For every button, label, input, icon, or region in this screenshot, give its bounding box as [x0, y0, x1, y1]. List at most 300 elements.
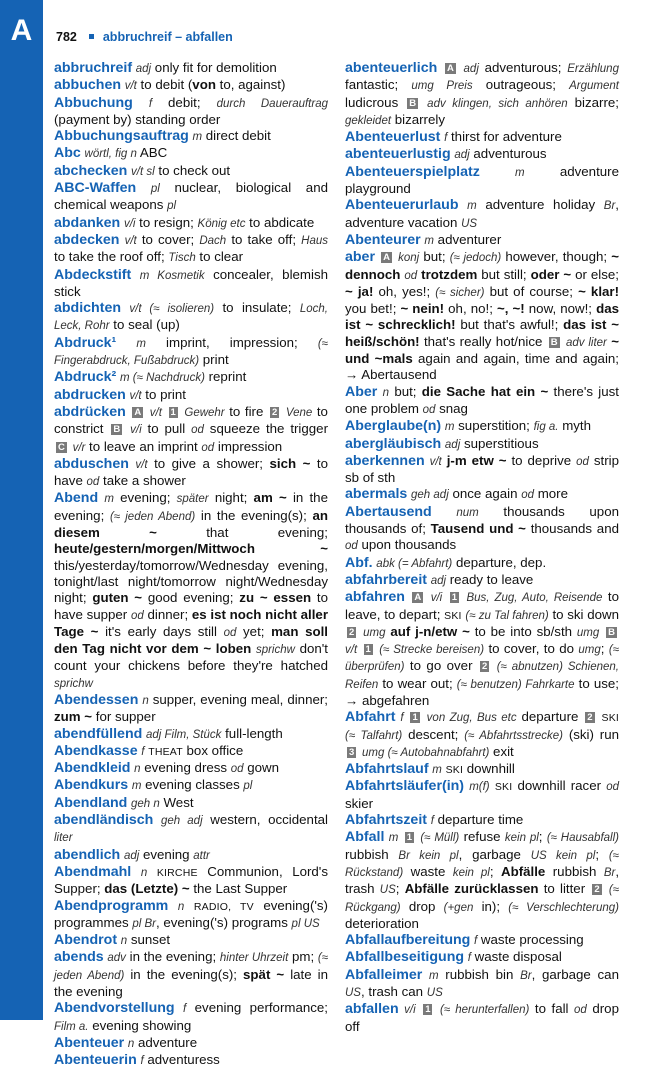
grammar-label: liter	[54, 832, 73, 845]
dictionary-entry: abenteuerlich A adj adventurous; Erzählung fantastic; umg Preis outrageous; Argument ludicrous B adv klingen, sich anhören bizarre; gekleidet bizarrely	[345, 60, 619, 127]
dictionary-entry: abends adv in the evening; hinter Uhrzeit pm; (≈ jeden Abend) in the evening(s); spät ~ late in the evening	[54, 949, 329, 1000]
headword: Aber	[345, 383, 378, 400]
grammar-label: pl Br	[132, 917, 156, 930]
grammar-label: geh adj	[160, 815, 203, 828]
headword: Aberglaube(n)	[345, 418, 442, 435]
grammar-label: v/t sl	[131, 165, 155, 178]
dictionary-entry: abendlich adj evening attr	[54, 846, 210, 863]
grammar-label: geh adj	[411, 489, 449, 502]
grammar-label: m	[444, 421, 455, 434]
dictionary-entry: Abendprogramm n RADIO, TV evening('s) programmes pl Br, evening('s) programs pl US	[54, 897, 328, 930]
grammar-label: m	[388, 832, 399, 845]
grammar-label: f	[444, 132, 448, 145]
grammar-label: f	[430, 815, 434, 828]
dictionary-entry: abduschen v/t to give a shower; sich ~ to have od take a shower	[54, 455, 328, 489]
grammar-label: US	[379, 884, 396, 897]
grammar-label: US kein pl	[530, 849, 596, 862]
grammar-label: (≈ jedoch)	[449, 252, 502, 265]
dictionary-entry: Abend m evening; später night; am ~ in the evening; (≈ jeden Abend) in the evening(s); an diesem ~ that evening; heute/gestern/morgen/Mittwoch ~ this/yesterday/tomorrow/Wednesday evening, tonight/last night/tomorrow night/Wednesday night; guten ~ good evening; zu ~ essen to have supper od dinner; es ist noch nicht aller Tage ~ it's early days still od yet; man soll den Tag nicht vor dem ~ loben sprichw don't count your chickens before they're hatched sprichw	[54, 490, 329, 690]
dictionary-entry: abergläubisch adj superstitious	[345, 435, 539, 452]
headword: Abfahrtsläufer(in)	[345, 778, 465, 795]
headword: Abfallbeseitigung	[345, 949, 465, 966]
headword: Abfahrt	[345, 709, 396, 726]
headword: Abc	[54, 145, 81, 162]
subject-label: RADIO, TV	[193, 900, 254, 913]
headword: Abendessen	[54, 691, 139, 708]
grammar-label: m(f)	[469, 781, 490, 794]
sense-number-box: 1	[170, 406, 176, 418]
grammar-label: Gewehr	[184, 406, 225, 419]
headword: abendländisch	[54, 812, 154, 829]
subject-label: SKI	[494, 781, 513, 794]
grammar-label: umg	[578, 644, 601, 657]
headword: Abbuchung	[54, 94, 133, 111]
grammar-label: Argument	[569, 80, 619, 93]
grammar-label: (≈ herunterfallen)	[440, 1004, 530, 1017]
grammar-label: Tisch	[168, 252, 196, 265]
grammar-label: v/t	[429, 455, 442, 468]
grammar-label: od	[86, 476, 100, 489]
grammar-label: f	[148, 97, 153, 110]
headword: abermals	[345, 486, 408, 503]
grammar-label: Erzählung	[567, 63, 619, 75]
grammar-label: attr	[193, 849, 210, 862]
headword: Abenteuer	[54, 1034, 125, 1051]
grammar-label: umg Preis	[411, 80, 473, 93]
left-column	[54, 60, 328, 1070]
headword: Abendkleid	[54, 760, 131, 777]
grammar-label: v/i	[430, 592, 443, 605]
dictionary-entry: abdichten v/t (≈ isolieren) to insulate; Loch, Leck, Rohr to seal (up)	[54, 300, 328, 333]
grammar-label: pl US	[291, 917, 320, 930]
headword: Abendkasse	[54, 742, 138, 759]
grammar-label: v/t	[345, 644, 358, 657]
grammar-label: m	[192, 131, 203, 144]
headword: abfahrbereit	[345, 571, 427, 588]
grammar-label: pl	[150, 183, 160, 196]
headword: Abendprogramm	[54, 897, 169, 914]
sense-number-box: B	[113, 424, 121, 436]
dictionary-entry: abenteuerlustig adj adventurous	[345, 146, 547, 163]
grammar-label: m Kosmetik	[139, 269, 205, 282]
headword: Abdeckstift	[54, 266, 132, 283]
dictionary-entry: aber A konj but; (≈ jedoch) however, though; ~ dennoch od trotzdem but still; oder ~ or else; ~ ja! oh, yes!; (≈ sicher) but of course; ~ klar! you bet!; ~ nein! oh, no!; ~, ~! now, now!; das ist ~ schrecklich! but that's awful!; das ist ~ heiß/schön! that's really hot/nice B adv liter ~ und ~mals again and again, time and again; → Abertausend	[345, 249, 620, 383]
grammar-label: (≈ überprüfen)	[345, 644, 620, 674]
phrase: Abfälle zurücklassen	[404, 881, 539, 897]
grammar-label: Br	[603, 200, 616, 213]
sense-number-box: 1	[412, 712, 418, 724]
dictionary-entry: Abendland geh n West	[54, 794, 194, 811]
grammar-label: adj	[123, 849, 140, 862]
sense-number-box: 2	[271, 406, 278, 418]
grammar-label: Haus	[301, 234, 328, 247]
phrase: ~, ~!	[496, 301, 525, 317]
grammar-label: od	[230, 763, 244, 776]
grammar-label: od	[191, 424, 204, 437]
sense-number-box: 1	[451, 592, 457, 604]
phrase: von	[192, 77, 216, 93]
dictionary-entry: Abendkasse f THEAT box office	[54, 742, 244, 759]
sense-number-box: A	[446, 63, 454, 74]
headword: Abfallaufbereitung	[345, 932, 471, 949]
sense-number-box: 1	[365, 644, 371, 656]
grammar-label: (≈ zu Tal fahren)	[465, 609, 549, 622]
dictionary-entry: Abendmahl n KIRCHE Communion, Lord's Supper; das (Letzte) ~ the Last Supper	[54, 863, 328, 897]
headword: abfahren	[345, 589, 405, 606]
headword: Abendrot	[54, 932, 118, 949]
grammar-label: Dach	[199, 234, 227, 247]
grammar-label: Br	[520, 969, 532, 982]
grammar-label: gekleidet	[345, 114, 392, 127]
headword: Abendland	[54, 794, 128, 811]
sense-number-box: 2	[587, 712, 593, 724]
dictionary-entry: Abfahrtsläufer(in) m(f) SKI downhill racer od skier	[345, 778, 619, 811]
grammar-label: od	[404, 269, 418, 282]
grammar-label: od	[576, 455, 589, 468]
headword: Abenteuerspielplatz	[345, 163, 480, 180]
grammar-label: v/t	[135, 458, 148, 471]
page-header	[56, 30, 233, 44]
phrase: guten ~	[92, 590, 143, 606]
headword: abenteuerlich	[345, 60, 438, 76]
dictionary-entry: Abdruck² m (≈ Nachdruck) reprint	[54, 369, 247, 386]
grammar-label: von Zug, Bus etc	[426, 712, 517, 725]
section-letter: A	[10, 14, 33, 47]
grammar-label: f	[140, 1055, 144, 1068]
grammar-label: (≈ Rückstand)	[345, 849, 619, 879]
headword: Abendvorstellung	[54, 1000, 175, 1017]
headword: Abdruck²	[54, 369, 117, 386]
dictionary-entry: abfallen v/i 1 (≈ herunterfallen) to fall od drop off	[345, 1001, 619, 1034]
dictionary-entry: Abendkurs m evening classes pl	[54, 777, 253, 794]
sense-number-box: 3	[349, 746, 355, 758]
sense-number-box: A	[414, 592, 422, 604]
grammar-label: adj	[135, 63, 152, 75]
dictionary-entry: Abbuchungsauftrag m direct debit	[54, 128, 271, 145]
sense-number-box: B	[409, 97, 417, 109]
dictionary-entry: Abc wörtl, fig n ABC	[54, 145, 168, 162]
phrase: an diesem ~	[54, 507, 328, 541]
sense-number-box: A	[383, 252, 390, 264]
phrase: heute/gestern/morgen/Mittwoch ~	[54, 541, 328, 557]
headword: Abfalleimer	[345, 966, 423, 983]
grammar-label: (≈ Abfahrtsstrecke)	[464, 729, 563, 742]
dictionary-entry: Abertausend num thousands upon thousands of; Tausend und ~ thousands and od upon thousands	[345, 503, 619, 553]
grammar-label: (≈ jeden Abend)	[54, 952, 329, 982]
header-square-icon	[89, 34, 94, 39]
sidebar-tab	[0, 0, 43, 1020]
phrase: das ist ~ schrecklich!	[345, 301, 619, 333]
dictionary-entry: ABC-Waffen pl nuclear, biological and chemical weapons pl	[54, 180, 328, 213]
headword: abduschen	[54, 455, 129, 472]
grammar-label: pl	[243, 780, 253, 793]
grammar-label: (≈ Strecke bereisen)	[379, 644, 485, 657]
phrase: Abfälle	[500, 863, 546, 879]
grammar-label: kein pl	[504, 832, 539, 845]
grammar-label: n	[382, 386, 390, 399]
dictionary-entry: abendfüllend adj Film, Stück full-length	[54, 725, 283, 742]
phrase: sich ~	[269, 455, 311, 471]
grammar-label: umg (≈ Autobahnabfahrt)	[362, 746, 490, 759]
grammar-label: m	[432, 764, 442, 777]
right-column	[345, 60, 619, 1035]
grammar-label: adj Film, Stück	[145, 728, 222, 741]
phrase: j-m etw ~	[446, 452, 507, 468]
page-title: abbruchreif – abfallen	[102, 30, 233, 44]
grammar-label: v/i	[404, 1004, 416, 1017]
grammar-label: kein pl	[452, 866, 490, 879]
headword: Abf.	[345, 554, 373, 571]
dictionary-entry: Abfahrtszeit f departure time	[345, 812, 524, 829]
sense-number-box: 2	[594, 884, 600, 896]
headword: Abbuchungsauftrag	[54, 128, 189, 145]
grammar-label: v/t	[149, 406, 162, 419]
grammar-label: US	[461, 217, 478, 230]
headword: Abdruck¹	[54, 334, 117, 351]
dictionary-entry: abendländisch geh adj western, occidental liter	[54, 812, 328, 845]
grammar-label: v/t (≈ isolieren)	[129, 303, 215, 316]
grammar-label: Br	[603, 866, 616, 879]
phrase: am ~	[253, 490, 287, 506]
dictionary-entry: Abfahrtslauf m SKI downhill	[345, 761, 515, 778]
sense-number-box: C	[58, 441, 65, 453]
grammar-label: adv liter	[565, 336, 607, 349]
dictionary-entry: abermals geh adj once again od more	[345, 486, 568, 503]
headword: abdichten	[54, 300, 122, 317]
headword: Abenteuerurlaub	[345, 197, 459, 214]
grammar-label: v/t	[124, 80, 137, 93]
phrase: ~ ja!	[345, 283, 374, 299]
headword: Abenteurer	[345, 231, 421, 248]
grammar-label: f	[183, 1003, 187, 1016]
headword: abendfüllend	[54, 725, 143, 742]
dictionary-entry: Abfahrt f 1 von Zug, Bus etc departure 2 SKI (≈ Talfahrt) descent; (≈ Abfahrtsstrecke) (ski) run 3 umg (≈ Autobahnabfahrt) exit	[345, 709, 620, 759]
subject-label: SKI	[445, 764, 464, 777]
grammar-label: od	[521, 489, 534, 502]
phrase: trotzdem	[421, 266, 478, 282]
dictionary-entry: Abfallbeseitigung f waste disposal	[345, 949, 562, 966]
grammar-label: umg	[363, 626, 386, 639]
grammar-label: od	[201, 441, 215, 454]
dictionary-entry: abdecken v/t to cover; Dach to take off; Haus to take the roof off; Tisch to clear	[54, 231, 328, 265]
headword: abends	[54, 949, 104, 966]
grammar-label: v/i	[123, 217, 136, 230]
headword: abbruchreif	[54, 60, 133, 76]
grammar-label: n	[127, 1037, 135, 1050]
headword: Abfahrtszeit	[345, 812, 427, 829]
grammar-label: (≈ abnutzen) Schienen, Reifen	[345, 661, 619, 691]
grammar-label: f	[141, 745, 145, 758]
dictionary-entry: Abenteuer n adventure	[54, 1034, 198, 1051]
grammar-label: US	[345, 987, 361, 1000]
grammar-label: m	[424, 234, 434, 247]
grammar-label: adj	[454, 149, 470, 162]
grammar-label: US	[426, 987, 443, 1000]
grammar-label: (≈ Rückgang)	[345, 884, 620, 914]
phrase: das (Letzte) ~	[104, 881, 190, 897]
grammar-label: (≈ Müll)	[420, 832, 460, 845]
dictionary-entry: Abfalleimer m rubbish bin Br, garbage can US, trash can US	[345, 966, 619, 1000]
dictionary-entry: Abendrot n sunset	[54, 932, 171, 949]
dictionary-entry: Abenteurer m adventurer	[345, 231, 502, 248]
phrase: ~ dennoch	[345, 249, 619, 282]
dictionary-entry: abfahrbereit adj ready to leave	[345, 571, 534, 588]
subject-label: KIRCHE	[156, 866, 198, 879]
headword: abendlich	[54, 846, 121, 863]
dictionary-entry: abdrucken v/t to print	[54, 386, 186, 403]
subject-label: SKI	[444, 609, 462, 622]
dictionary-entry: abbruchreif adj only fit for demolition	[54, 60, 277, 76]
grammar-label: od	[345, 540, 358, 553]
headword: Abend	[54, 490, 99, 507]
grammar-label: f	[467, 952, 471, 965]
phrase: die Sache hat ein ~	[421, 383, 549, 399]
phrase: zum ~	[54, 709, 93, 725]
grammar-label: (≈ Verschlechterung)	[508, 901, 619, 914]
phrase: zu ~ essen	[239, 590, 312, 606]
dictionary-entry: Abenteuerurlaub m adventure holiday Br, adventure vacation US	[345, 197, 619, 230]
grammar-label: v/r	[72, 441, 86, 454]
sense-number-box: B	[608, 626, 615, 638]
dictionary-entry: Abf. abk (= Abfahrt) departure, dep.	[345, 554, 547, 571]
page-number: 782	[56, 30, 77, 44]
grammar-label: wörtl, fig n	[84, 148, 137, 161]
dictionary-entry: abbuchen v/t to debit (von to, against)	[54, 77, 286, 94]
grammar-label: f	[400, 712, 404, 725]
grammar-label: v/t	[129, 389, 142, 402]
headword: abdrücken	[54, 403, 126, 420]
headword: abbuchen	[54, 77, 122, 94]
dictionary-entry: Abendkleid n evening dress od gown	[54, 760, 280, 777]
grammar-label: f	[474, 935, 478, 948]
grammar-label: adj	[463, 63, 479, 75]
dictionary-entry: abdrücken A v/t 1 Gewehr to fire 2 Vene to constrict B v/i to pull od squeeze the trigger C v/r to leave an imprint od impression	[54, 403, 329, 454]
grammar-label: umg	[576, 626, 600, 639]
sense-number-box: 1	[406, 832, 412, 844]
grammar-label: m	[104, 493, 114, 506]
grammar-label: v/t	[124, 234, 137, 247]
grammar-label: (≈ benutzen) Fahrkarte	[456, 678, 575, 691]
grammar-label: konj	[398, 252, 420, 265]
headword: aberkennen	[345, 452, 425, 469]
dictionary-entry: Aberglaube(n) m superstition; fig a. myth	[345, 418, 592, 435]
grammar-label: od	[574, 1004, 587, 1017]
grammar-label: (≈ jeden Abend)	[109, 510, 196, 523]
grammar-label: num	[456, 506, 479, 519]
phrase: man soll den Tag nicht vor dem ~ loben	[54, 623, 328, 657]
dictionary-entry: Abenteuerlust f thirst for adventure	[345, 129, 562, 146]
headword: Abendkurs	[54, 777, 129, 794]
headword: abergläubisch	[345, 435, 442, 452]
headword: abdanken	[54, 214, 121, 231]
headword: abdrucken	[54, 386, 126, 403]
grammar-label: n	[142, 694, 149, 707]
grammar-label: od	[130, 609, 144, 622]
subject-label: THEAT	[148, 745, 183, 758]
grammar-label: m (≈ Nachdruck)	[119, 372, 205, 385]
headword: abfallen	[345, 1001, 399, 1018]
headword: Abfall	[345, 829, 385, 846]
headword: abdecken	[54, 231, 120, 248]
grammar-label: adj	[444, 438, 461, 451]
sense-number-box: A	[134, 406, 142, 418]
grammar-label: adv	[107, 952, 126, 965]
grammar-label: m	[136, 337, 146, 350]
phrase: es ist noch nicht aller Tage ~	[54, 606, 329, 639]
grammar-label: Vene	[285, 406, 313, 419]
grammar-label: n	[134, 763, 141, 776]
grammar-label: n	[140, 866, 148, 879]
grammar-label: Film a.	[54, 1020, 89, 1033]
grammar-label: od	[606, 781, 619, 794]
phrase: ~ und ~mals	[345, 333, 619, 367]
dictionary-entry: Aber n but; die Sache hat ein ~ there's just one problem od snag	[345, 383, 619, 416]
phrase: auf j-n/etw ~	[390, 623, 470, 639]
grammar-label: durch Dauerauftrag	[216, 97, 328, 110]
grammar-label: m	[429, 969, 439, 982]
grammar-label: od	[422, 403, 436, 416]
grammar-label: abk (= Abfahrt)	[376, 557, 453, 570]
grammar-label: Bus, Zug, Auto, Reisende	[466, 592, 603, 605]
phrase: ~ klar!	[578, 283, 620, 299]
grammar-label: m	[515, 166, 525, 179]
phrase: oder ~	[530, 266, 572, 282]
headword: ABC-Waffen	[54, 180, 137, 197]
dictionary-entry: Abendessen n supper, evening meal, dinner; zum ~ for supper	[54, 691, 328, 725]
grammar-label: pl	[167, 200, 177, 213]
grammar-label: sprichw	[54, 677, 93, 690]
headword: Abfahrtslauf	[345, 761, 429, 778]
grammar-label: sprichw	[255, 644, 295, 657]
sense-number-box: 2	[349, 626, 355, 638]
grammar-label: n	[120, 935, 128, 948]
grammar-label: Br kein pl	[398, 849, 459, 862]
dictionary-entry: abfahren A v/i 1 Bus, Zug, Auto, Reisende to leave, to depart; SKI (≈ zu Tal fahren) to ski down 2 umg auf j-n/etw ~ to be into sb/sth umg B v/t 1 (≈ Strecke bereisen) to cover, to do umg; (≈ überprüfen) to go over 2 (≈ abnutzen) Schienen, Reifen to wear out; (≈ benutzen) Fahrkarte to use; → abgefahren	[345, 589, 620, 708]
subject-label: SKI	[601, 712, 620, 725]
dictionary-entry: aberkennen v/t j-m etw ~ to deprive od strip sb of sth	[345, 452, 619, 486]
dictionary-entry: Abendvorstellung f evening performance; Film a. evening showing	[54, 1000, 328, 1033]
grammar-label: v/i	[130, 424, 142, 437]
headword: Abenteuerin	[54, 1052, 137, 1069]
grammar-label: hinter Uhrzeit	[219, 952, 289, 965]
headword: Abenteuerlust	[345, 129, 441, 146]
grammar-label: adj	[430, 574, 447, 587]
dictionary-entry: Abfallaufbereitung f waste processing	[345, 932, 584, 949]
dictionary-entry: Abbuchung f debit; durch Dauerauftrag (payment by) standing order	[54, 94, 328, 127]
dictionary-entry: Abenteuerspielplatz m adventure playground	[345, 163, 619, 197]
dictionary-entry: abdanken v/i to resign; König etc to abdicate	[54, 214, 315, 231]
grammar-label: (≈ sicher)	[435, 286, 485, 299]
headword: abenteuerlustig	[345, 146, 451, 163]
grammar-label: adv klingen, sich anhören	[427, 97, 568, 110]
headword: abchecken	[54, 162, 128, 179]
grammar-label: (≈ Fingerabdruck, Fußabdruck)	[54, 337, 328, 368]
phrase: ~ nein!	[400, 301, 445, 317]
grammar-label: n	[177, 900, 185, 913]
dictionary-entry: Abdruck¹ m imprint, impression; (≈ Fingerabdruck, Fußabdruck) print	[54, 334, 328, 368]
sense-number-box: 2	[481, 661, 488, 673]
sense-number-box: 1	[425, 1004, 431, 1016]
phrase: Tausend und ~	[430, 521, 526, 537]
phrase: das ist ~ heiß/schön!	[345, 317, 619, 349]
headword: aber	[345, 249, 375, 266]
grammar-label: fig a.	[533, 421, 559, 434]
dictionary-entry: abchecken v/t sl to check out	[54, 162, 231, 179]
grammar-label: geh n	[131, 797, 160, 810]
grammar-label: od	[223, 626, 237, 639]
dictionary-entry: Abenteuerin f adventuress	[54, 1052, 220, 1069]
grammar-label: m	[131, 780, 142, 793]
